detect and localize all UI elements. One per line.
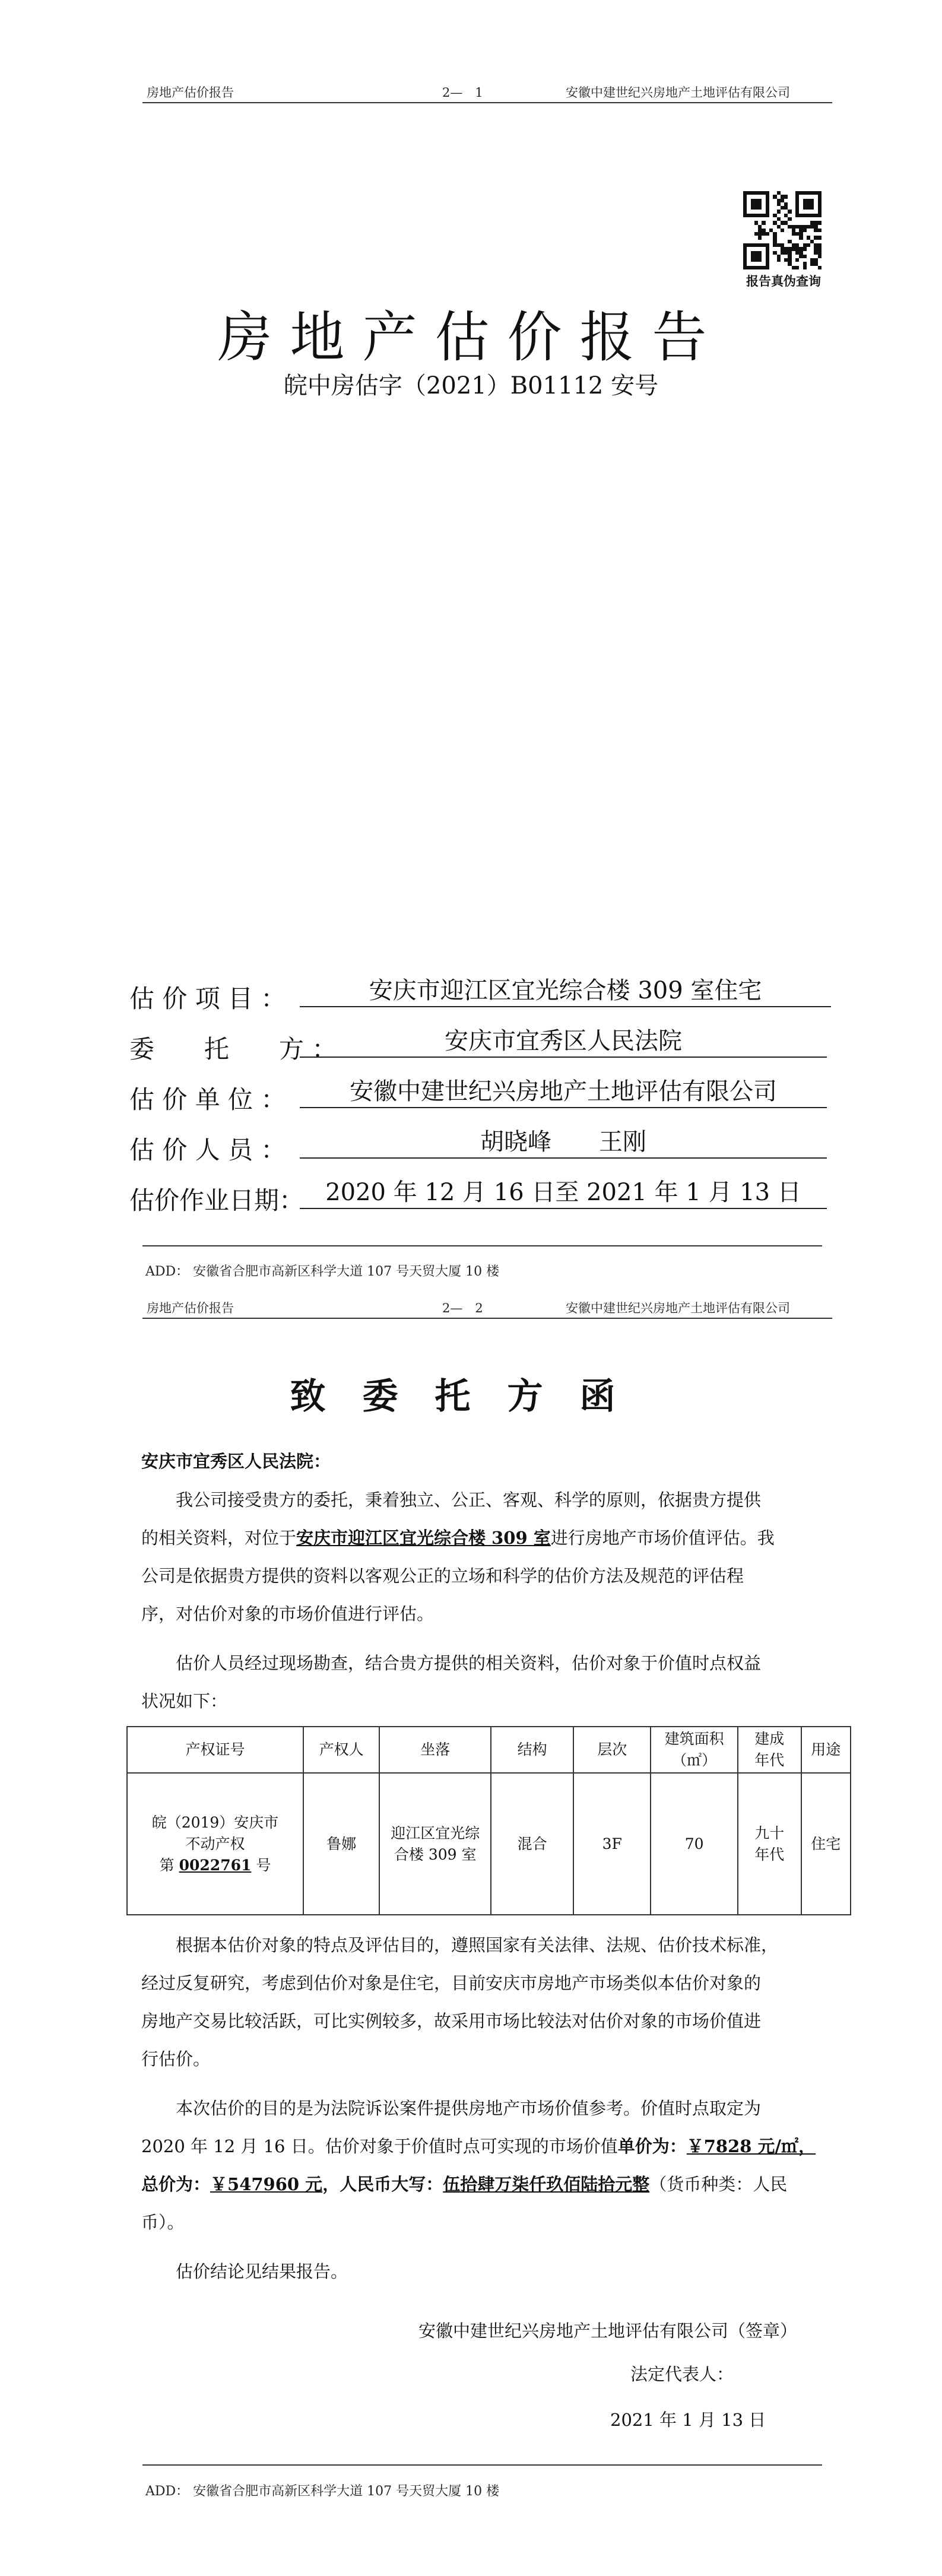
cell-line <box>130 1855 300 1876</box>
paragraph-line: 状况如下： <box>141 1691 228 1711</box>
paragraph-1 <box>141 1481 836 1633</box>
unit-price-value: ￥7828 元/㎡， <box>686 2136 816 2156</box>
qr-code-icon[interactable] <box>743 191 822 269</box>
report-title: 房地产估价报告 <box>217 306 725 369</box>
qr-caption: 报告真伪查询 <box>746 274 821 288</box>
cell-use: 住宅 <box>801 1773 851 1915</box>
project-value: 安庆市迎江区宜光综合楼 309 室住宅 <box>300 975 831 1007</box>
text-run: 第 <box>159 1856 179 1874</box>
header-line: 建成 <box>754 1730 785 1747</box>
total-price-value: ￥547960 元 <box>210 2174 323 2194</box>
text-run: 2020 年 12 月 16 日。估价对象于价值时点可实现的市场价值 <box>141 2136 618 2156</box>
paragraph-line <box>141 1519 836 1557</box>
running-header-left: 房地产估价报告 <box>147 1301 234 1315</box>
text-run: （货币种类：人民 <box>649 2174 788 2194</box>
header-owner: 产权人 <box>303 1727 379 1773</box>
header-location: 坐落 <box>379 1727 491 1773</box>
rmb-uppercase-value: 伍拾肆万柒仟玖佰陆拾元整 <box>443 2174 650 2194</box>
paragraph-line: 根据本估价对象的特点及评估目的，遵照国家有关法律、法规、估价技术标准， <box>176 1935 779 1955</box>
header-area <box>651 1727 737 1773</box>
header-line: 年代 <box>754 1752 785 1769</box>
cert-number: 0022761 <box>179 1856 252 1874</box>
text-run: 号 <box>251 1856 271 1874</box>
header-year <box>738 1727 801 1773</box>
paragraph-line: 经过反复研究，考虑到估价对象是住宅，目前安庆市房地产市场类似本估价对象的 <box>141 1973 762 1993</box>
cell-cert <box>127 1773 303 1915</box>
paragraph-5: 估价结论见结果报告。 <box>176 2261 348 2282</box>
cell-line: 年代 <box>754 1845 785 1863</box>
running-header-page-number: 2— 2 <box>442 1301 483 1315</box>
paragraph-line: 估价人员经过现场勘查，结合贵方提供的相关资料，估价对象于价值时点权益 <box>176 1653 762 1673</box>
paragraph-line: 序，对估价对象的市场价值进行评估。 <box>141 1604 434 1624</box>
text-run: 的相关资料，对位于 <box>141 1528 297 1548</box>
running-header-right: 安徽中建世纪兴房地产土地评估有限公司 <box>566 85 790 100</box>
footer-address: ADD： 安徽省合肥市高新区科学大道 107 号天贸大厦 10 楼 <box>145 1264 500 1279</box>
header-structure: 结构 <box>491 1727 573 1773</box>
total-price-label: 总价为： <box>141 2174 211 2194</box>
cell-owner: 鲁娜 <box>303 1773 379 1915</box>
cell-line: 皖（2019）安庆市 <box>151 1813 279 1831</box>
cell-floor: 3F <box>573 1773 651 1915</box>
footer-address: ADD： 安徽省合肥市高新区科学大道 107 号天贸大厦 10 楼 <box>145 2484 500 2499</box>
footer-rule <box>142 1245 822 1246</box>
header-floor: 层次 <box>573 1727 651 1773</box>
header-rule <box>142 1318 832 1319</box>
paragraph-line <box>141 2165 836 2203</box>
signature-date: 2021 年 1 月 13 日 <box>610 2410 766 2430</box>
signature-company: 安徽中建世纪兴房地产土地评估有限公司（签章） <box>418 2321 798 2341</box>
header-use: 用途 <box>801 1727 851 1773</box>
cell-structure: 混合 <box>491 1773 573 1915</box>
cell-location <box>379 1773 491 1915</box>
document-number: 皖中房估字（2021）B01112 安号 <box>283 372 659 399</box>
paragraph-line: 本次估价的目的是为法院诉讼案件提供房地产市场价值参考。价值时点取定为 <box>176 2098 762 2118</box>
cell-line: 迎江区宜光综 <box>391 1824 480 1842</box>
appraisal-unit-label: 估 价 单 位 ： <box>129 1085 286 1114</box>
header-line: （㎡） <box>672 1752 717 1769</box>
header-cert: 产权证号 <box>127 1727 303 1773</box>
cell-year <box>738 1773 801 1915</box>
running-header-page-number: 2— 1 <box>442 85 483 100</box>
header-line: 建筑面积 <box>664 1730 724 1747</box>
work-date-label: 估价作业日期： <box>129 1186 305 1215</box>
cell-area: 70 <box>651 1773 737 1915</box>
paragraph-line: 公司是依据贵方提供的资料以客观公正的立场和科学的估价方法及规范的评估程 <box>141 1566 744 1586</box>
header-rule <box>142 102 832 103</box>
appraisers-label: 估 价 人 员 ： <box>129 1135 286 1165</box>
property-rights-table <box>126 1726 851 1915</box>
paragraph-2 <box>141 1644 836 1720</box>
table-row <box>127 1773 851 1915</box>
running-header-right: 安徽中建世纪兴房地产土地评估有限公司 <box>566 1301 790 1315</box>
paragraph-4 <box>141 2089 836 2241</box>
footer-rule <box>142 2464 822 2466</box>
property-address: 安庆市迎江区宜光综合楼 309 室 <box>296 1528 551 1548</box>
cell-line: 不动产权 <box>185 1835 245 1852</box>
appraisers-value: 胡晓峰 王刚 <box>300 1127 827 1159</box>
running-header-left: 房地产估价报告 <box>147 85 234 100</box>
client-value: 安庆市宜秀区人民法院 <box>300 1026 827 1058</box>
rmb-uppercase-label: ，人民币大写： <box>322 2174 443 2194</box>
paragraph-line: 币）。 <box>141 2212 185 2232</box>
paragraph-line: 行估价。 <box>141 2049 211 2069</box>
project-label: 估 价 项 目 ： <box>129 984 286 1013</box>
cell-line: 九十 <box>754 1824 785 1842</box>
work-date-value: 2020 年 12 月 16 日至 2021 年 1 月 13 日 <box>300 1177 827 1209</box>
paragraph-line <box>141 2127 836 2165</box>
paragraph-3 <box>141 1926 836 2078</box>
text-run: 进行房地产市场价值评估。我 <box>550 1528 775 1548</box>
letter-title: 致委托方函 <box>290 1376 652 1417</box>
paragraph-line: 我公司接受贵方的委托，秉着独立、公正、客观、科学的原则，依据贵方提供 <box>176 1490 762 1510</box>
cell-line: 合楼 309 室 <box>394 1845 477 1863</box>
addressee: 安庆市宜秀区人民法院： <box>141 1451 331 1471</box>
unit-price-label: 单价为： <box>617 2136 687 2156</box>
client-label: 委 托 方 ： <box>129 1035 337 1064</box>
appraisal-unit-value: 安徽中建世纪兴房地产土地评估有限公司 <box>300 1076 827 1108</box>
paragraph-line: 房地产交易比较活跃，可比实例较多，故采用市场比较法对估价对象的市场价值进 <box>141 2011 762 2031</box>
legal-representative: 法定代表人： <box>630 2364 734 2384</box>
table-header-row <box>127 1727 851 1773</box>
